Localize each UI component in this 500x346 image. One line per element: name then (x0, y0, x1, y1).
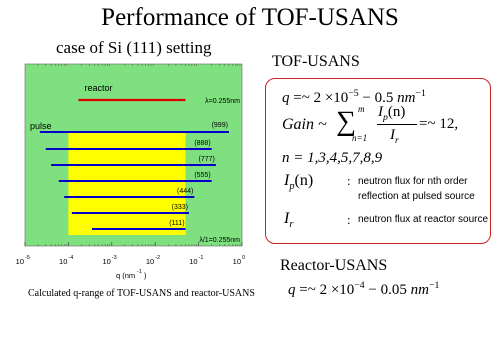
ir-description: neutron flux at reactor source (358, 214, 489, 225)
x-tick-exponent: -4 (68, 255, 74, 261)
x-axis-label-close: ) (144, 271, 147, 280)
reactor-q-unit-exponent: −1 (428, 280, 440, 291)
x-axis-label (116, 269, 147, 280)
slide-subtitle: case of Si (111) setting (56, 38, 212, 57)
ip-description: neutron flux for nth order reflection at pulsed source (358, 176, 475, 202)
pulse-label: pulse (30, 121, 52, 131)
sum-symbol: ∑ (336, 106, 356, 137)
x-tick-label (189, 255, 203, 266)
tof-q-symbol: q (282, 90, 290, 106)
x-tick-label (233, 255, 245, 266)
ip-symbol (284, 172, 313, 192)
x-tick-base: 10 (189, 257, 198, 266)
x-tick-base: 10 (232, 257, 241, 266)
denominator-subscript: r (395, 135, 399, 146)
ir-symbol (284, 210, 293, 230)
ip-colon: : (347, 173, 351, 188)
x-tick-base: 10 (102, 257, 111, 266)
x-tick-base: 10 (59, 257, 68, 266)
x-tick-exponent: -3 (111, 255, 117, 261)
slide-title: Performance of TOF-USANS (101, 4, 399, 31)
ir-symbol-letter: I (284, 210, 290, 227)
q-range-chart (0, 0, 260, 300)
order-label: (555) (194, 172, 211, 179)
ir-colon: : (347, 212, 351, 227)
reactor-q-upper: − 0.05 (364, 282, 411, 298)
gain-value: =~ 12, (419, 116, 459, 132)
x-axis-label-exponent: -1 (137, 269, 142, 275)
order-label: (888) (194, 140, 211, 147)
reactor-q-unit: nm (410, 282, 429, 298)
ip-symbol-letter: I (284, 172, 290, 189)
tof-q-unit-exponent: −1 (415, 88, 426, 99)
order-label: (999) (211, 122, 228, 129)
tof-q-unit: nm (397, 90, 416, 106)
x-tick-label (146, 255, 160, 266)
x-tick-label (16, 255, 30, 266)
ip-symbol-subscript: p (289, 181, 295, 193)
reactor-q-exponent: −4 (354, 280, 365, 291)
reactor-q-symbol: q (288, 282, 296, 298)
tof-q-exponent: −5 (348, 88, 359, 99)
reactor-usans-heading: Reactor-USANS (280, 257, 388, 274)
order-label: (111) (169, 220, 185, 227)
x-tick-exponent: 0 (242, 255, 246, 261)
x-tick-base: 10 (15, 257, 24, 266)
tof-q-upper: − 0.5 (358, 90, 398, 106)
reactor-q-range-formula (288, 280, 439, 299)
x-tick-label (102, 255, 116, 266)
order-label: (444) (177, 188, 194, 195)
bottom-wavelength-label: λ/1=0.255nm (199, 237, 240, 244)
denominator-symbol: I (390, 127, 395, 143)
order-list: n = 1,3,4,5,7,8,9 (282, 150, 383, 166)
gain-numerator (378, 104, 405, 123)
order-label: (777) (198, 156, 215, 163)
reactor-q-value: =~ 2 ×10 (299, 282, 355, 298)
chart-caption: Calculated q-range of TOF-USANS and reactor-USANS (28, 288, 255, 299)
reactor-label: reactor (84, 83, 113, 93)
tof-q-value: =~ 2 ×10 (293, 90, 349, 106)
sum-upper-limit: m (358, 104, 365, 114)
x-tick-label (59, 255, 73, 266)
tof-usans-heading: TOF-USANS (272, 53, 360, 70)
numerator-symbol: I (378, 104, 383, 120)
reactor-wavelength-label: λ=0.255nm (205, 98, 240, 105)
ir-symbol-subscript: r (289, 219, 294, 231)
order-label: (333) (171, 204, 188, 211)
gain-denominator (390, 127, 399, 146)
numerator-subscript: p (383, 112, 388, 123)
gain-label: Gain ~ (282, 116, 327, 133)
x-tick-exponent: -5 (25, 255, 30, 261)
x-tick-exponent: -1 (198, 255, 204, 261)
x-axis-label-text: q (nm (116, 271, 136, 280)
numerator-argument: (n) (387, 104, 406, 120)
sum-lower-limit: n=1 (352, 133, 368, 143)
ip-symbol-argument: (n) (294, 172, 314, 189)
x-tick-exponent: -2 (155, 255, 161, 261)
x-tick-base: 10 (145, 257, 155, 266)
fraction-bar (377, 124, 417, 125)
